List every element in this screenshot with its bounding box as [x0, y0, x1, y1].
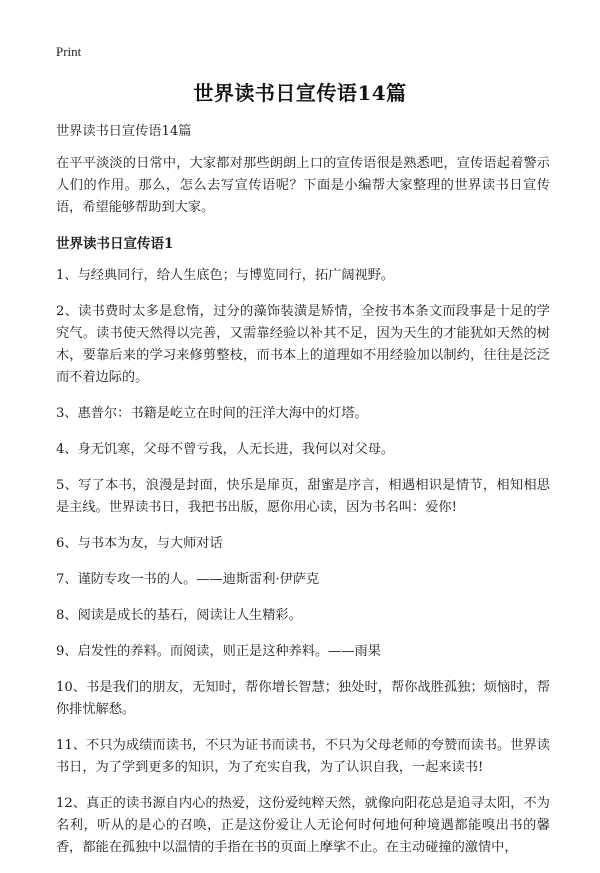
list-item: 9、启发性的养料。而阅读，则正是这种养料。——雨果 [56, 644, 381, 659]
list-item: 6、与书本为友，与大师对话 [56, 536, 223, 551]
list-item: 2、读书费时太多是怠惰，过分的藻饰装潢是矫情，全按书本条文而段事是十足的学究气。读书使天然得以完善，又需靠经验以补其不足，因为天生的才能犹如天然的树木，要靠后来的学习来修剪整枝，而书本上的道理如不用经验加以制约，往往是泛泛而不着边际的。 [56, 304, 550, 385]
print-link[interactable]: Print [56, 44, 82, 59]
list-item: 4、身无饥寒，父母不曾亏我，人无长进，我何以对父母。 [56, 442, 395, 457]
list-item: 3、惠普尔：书籍是屹立在时间的汪洋大海中的灯塔。 [56, 406, 368, 421]
page-title: 世界读书日宣传语14篇 [193, 81, 407, 105]
intro-paragraph: 在平平淡淡的日常中，大家都对那些朗朗上口的宣传语很是熟悉吧，宣传语起着警示人们的作用。那么，怎么去写宣传语呢？下面是小编帮大家整理的世界读书日宣传语，希望能够帮助到大家。 [56, 156, 550, 215]
list-item: 11、不只为成绩而读书，不只为证书而读书，不只为父母老师的夸赞而读书。世界读书日，为了学到更多的知识，为了充实自我，为了认识自我，一起来读书! [56, 738, 550, 775]
list-item: 8、阅读是成长的基石，阅读让人生精彩。 [56, 608, 302, 623]
article-subtitle: 世界读书日宣传语14篇 [56, 124, 192, 139]
list-item: 7、谨防专攻一书的人。——迪斯雷利·伊萨克 [56, 572, 320, 587]
section-heading: 世界读书日宣传语1 [56, 236, 174, 252]
article-body [56, 121, 550, 873]
list-item: 12、真正的读书源自内心的热爱，这份爱纯粹天然，就像向阳花总是追寻太阳，不为名利，听从的是心的召唤，正是这份爱让人无论何时何地何种境遇都能嗅出书的馨香，都能在孤独中以温情的手指在书的页面上摩挲不止。在主动碰撞的激情中， [56, 796, 550, 855]
list-item: 5、写了本书，浪漫是封面，快乐是扉页，甜蜜是序言，相遇相识是情节，相知相思是主线。世界读书日，我把书出版，愿你用心读，因为书名叫：爱你! [56, 478, 550, 515]
list-item: 1、与经典同行，给人生底色；与博览同行，拓广阔视野。 [56, 268, 395, 283]
list-item: 10、书是我们的朋友，无知时，帮你增长智慧；独处时，帮你战胜孤独；烦恼时，帮你排忧解愁。 [56, 680, 550, 717]
